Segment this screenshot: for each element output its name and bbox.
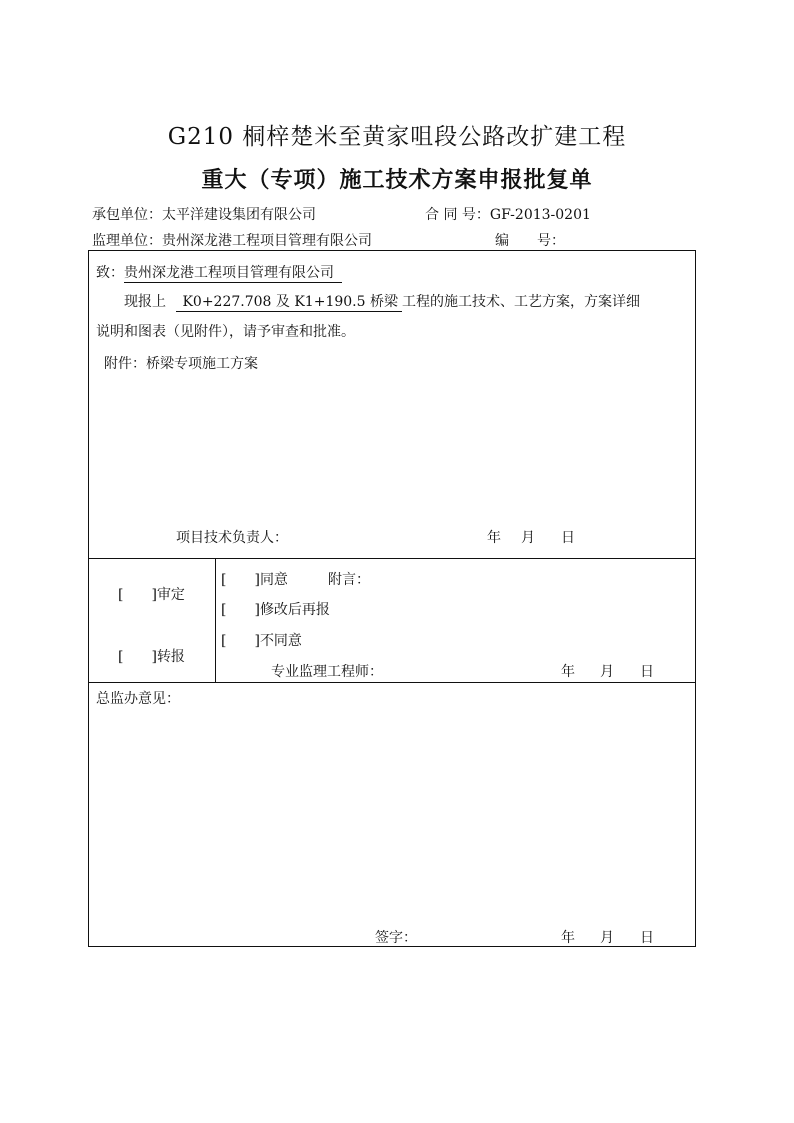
report-item: K0+227.708 及 K1+190.5 桥梁 [176, 291, 402, 312]
supervisor-label: 监理单位： [92, 233, 162, 249]
supervisor-value: 贵州深龙港工程项目管理有限公司 [162, 233, 372, 249]
section2-date-month: 月 [600, 664, 614, 680]
contractor-label: 承包单位： [92, 207, 162, 223]
agree-option[interactable] [221, 569, 288, 589]
forward-checkbox[interactable]: [ ] [118, 649, 157, 665]
section1-date-month: 月 [521, 530, 535, 546]
contract-number-label: 合 同 号： [425, 207, 490, 223]
recipient-label: 致： [96, 265, 124, 281]
project-title: G210 桐梓楚米至黄家咀段公路改扩建工程 [167, 124, 627, 150]
contractor-line [92, 204, 316, 224]
forward-option[interactable] [118, 646, 185, 666]
section2-date-year: 年 [561, 664, 575, 680]
report-line-2: 说明和图表（见附件），请予审查和批准。 [96, 324, 355, 340]
report-suffix: 工程的施工技术、工艺方案，方案详细 [401, 294, 640, 310]
table-column-divider [215, 558, 216, 682]
revise-checkbox[interactable]: [ ] [221, 602, 260, 618]
report-line-1 [124, 291, 640, 312]
section2-date-day: 日 [640, 664, 654, 680]
chief-signature-label: 签字： [375, 930, 417, 946]
contract-number-line [425, 204, 591, 224]
chief-opinion-label: 总监办意见： [96, 691, 180, 707]
section3-date-day: 日 [640, 930, 654, 946]
approve-label: 审定 [156, 587, 185, 603]
disagree-option[interactable] [221, 630, 302, 650]
section3-date-month: 月 [600, 930, 614, 946]
attachment-line: 附件：桥梁专项施工方案 [104, 356, 258, 372]
tech-lead-signature-label: 项目技术负责人： [176, 530, 288, 546]
section1-date-day: 日 [561, 530, 575, 546]
approve-checkbox[interactable]: [ ] [118, 587, 157, 603]
recipient-value: 贵州深龙港工程项目管理有限公司 [124, 262, 342, 283]
form-title: 重大（专项）施工技术方案申报批复单 [201, 168, 593, 193]
engineer-signature-label: 专业监理工程师： [271, 664, 383, 680]
table-divider-2 [88, 682, 696, 683]
section1-date-year: 年 [487, 530, 501, 546]
supervisor-line [92, 230, 372, 250]
table-divider-1 [88, 558, 696, 559]
report-prefix: 现报上 [124, 294, 166, 310]
number-label: 编 号： [495, 233, 565, 249]
disagree-checkbox[interactable]: [ ] [221, 633, 260, 649]
disagree-label: 不同意 [259, 633, 302, 649]
agree-label: 同意 [259, 572, 288, 588]
revise-option[interactable] [221, 599, 330, 619]
contractor-value: 太平洋建设集团有限公司 [162, 207, 316, 223]
section3-date-year: 年 [561, 930, 575, 946]
recipient-line [96, 262, 342, 283]
revise-label: 修改后再报 [259, 602, 330, 618]
contract-number-value: GF-2013-0201 [489, 207, 591, 223]
approve-option[interactable] [118, 584, 185, 604]
agree-checkbox[interactable]: [ ] [221, 572, 260, 588]
remark-label: 附言： [328, 572, 370, 588]
forward-label: 转报 [156, 649, 185, 665]
